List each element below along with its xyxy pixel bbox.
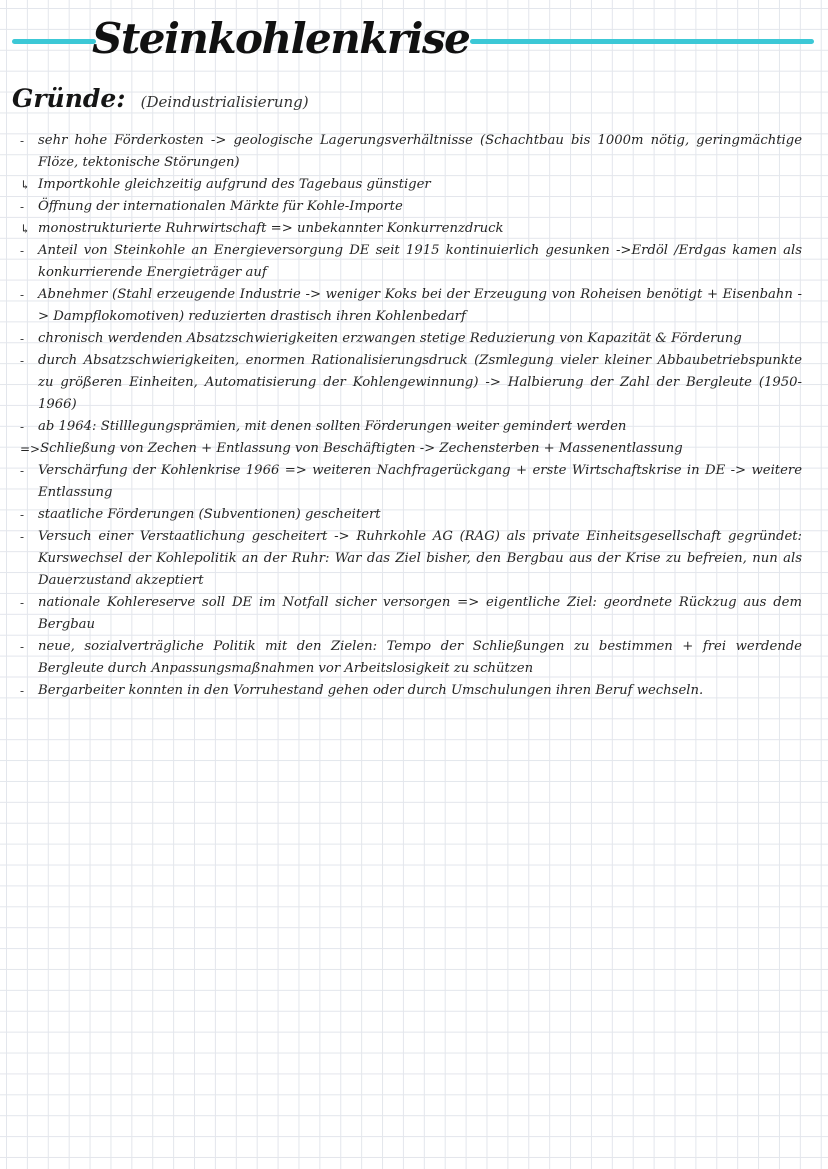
page-title: Steinkohlenkrise — [92, 14, 470, 63]
list-item-marker: - — [20, 684, 25, 698]
section-heading-main: Gründe: — [12, 84, 126, 113]
list-item — [20, 416, 802, 438]
section-heading — [12, 84, 309, 113]
list-item-text: chronisch werdenden Absatzschwierigkeiten erzwangen stetige Reduzierung von Kapazität & Förderung — [38, 331, 742, 346]
title-accent-line-left — [12, 39, 96, 44]
list-item-marker: - — [20, 354, 25, 368]
list-item-marker: - — [20, 596, 25, 610]
list-item-marker: ↳ — [20, 222, 31, 236]
list-item-marker: - — [20, 464, 25, 478]
title-accent-line-right — [470, 39, 814, 44]
list-item-marker: - — [20, 530, 25, 544]
list-item-marker: - — [20, 420, 25, 434]
list-item-text: Abnehmer (Stahl erzeugende Industrie -> weniger Koks bei der Erzeugung von Roheisen benötigt + Eisenbahn -> Dampflokomotiven) reduzierten drastisch ihren Kohlenbedarf — [38, 287, 802, 324]
list-item-marker: - — [20, 244, 25, 258]
list-item-marker: - — [20, 508, 25, 522]
list-item-text: Schließung von Zechen + Entlassung von Beschäftigten -> Zechensterben + Massenentlassung — [40, 441, 683, 456]
list-item — [20, 526, 802, 592]
list-item — [20, 284, 802, 328]
list-item-text: monostrukturierte Ruhrwirtschaft => unbekannter Konkurrenzdruck — [38, 221, 504, 236]
list-item — [20, 460, 802, 504]
list-item-marker: - — [20, 640, 25, 654]
list-item-text: Verschärfung der Kohlenkrise 1966 => weiteren Nachfragerückgang + erste Wirtschaftskrise in DE -> weitere Entlassung — [38, 463, 802, 500]
list-item-text: ab 1964: Stilllegungsprämien, mit denen sollten Förderungen weiter gemindert werden — [38, 419, 627, 434]
list-item-text: neue, sozialverträgliche Politik mit den Zielen: Tempo der Schließungen zu bestimmen + frei werdende Bergleute durch Anpassungsmaßnahmen vor Arbeitslosigkeit zu schützen — [38, 639, 802, 676]
list-item-text: Anteil von Steinkohle an Energieversorgung DE seit 1915 kontinuierlich gesunken ->Erdöl /Erdgas kamen als konkurrierende Energieträger auf — [38, 243, 802, 280]
list-item — [20, 680, 802, 702]
list-item-text: Importkohle gleichzeitig aufgrund des Tagebaus günstiger — [38, 177, 431, 192]
list-item-marker: - — [20, 332, 25, 346]
list-item-text: Versuch einer Verstaatlichung gescheitert -> Ruhrkohle AG (RAG) als private Einheitsgesellschaft gegründet: Kurswechsel der Kohlepolitik an der Ruhr: War das Ziel bisher, den Bergbau aus der Krise zu befreien, nun als Dauerzustand akzeptiert — [38, 529, 802, 588]
list-item-marker: => — [20, 442, 41, 456]
list-item — [20, 130, 802, 174]
list-item — [20, 350, 802, 416]
list-item — [20, 504, 802, 526]
notes-list — [20, 130, 802, 702]
list-item — [20, 218, 802, 240]
list-item — [20, 328, 802, 350]
list-item — [20, 196, 802, 218]
list-item-marker: ↳ — [20, 178, 31, 192]
list-item-text: Öffnung der internationalen Märkte für Kohle-Importe — [38, 199, 403, 214]
list-item-marker: - — [20, 288, 25, 302]
list-item — [20, 592, 802, 636]
list-item-text: staatliche Förderungen (Subventionen) gescheitert — [38, 507, 381, 522]
list-item-text: nationale Kohlereserve soll DE im Notfall sicher versorgen => eigentliche Ziel: geordnete Rückzug aus dem Bergbau — [38, 595, 802, 632]
list-item-marker: - — [20, 134, 25, 148]
list-item — [20, 636, 802, 680]
section-heading-sub: (Deindustrialisierung) — [140, 93, 309, 111]
list-item-text: Bergarbeiter konnten in den Vorruhestand gehen oder durch Umschulungen ihren Beruf wechseln. — [38, 683, 704, 698]
list-item — [20, 174, 802, 196]
title-bar — [0, 12, 828, 68]
list-item — [20, 438, 802, 460]
list-item — [20, 240, 802, 284]
list-item-marker: - — [20, 200, 25, 214]
list-item-text: durch Absatzschwierigkeiten, enormen Rationalisierungsdruck (Zsmlegung vieler kleiner Abbaubetriebspunkte zu größeren Einheiten, Automatisierung der Kohlengewinnung) -> Halbierung der Zahl der Bergleute (1950-1966) — [38, 353, 802, 412]
list-item-text: sehr hohe Förderkosten -> geologische Lagerungsverhältnisse (Schachtbau bis 1000m nötig, geringmächtige Flöze, tektonische Störungen) — [38, 133, 802, 170]
